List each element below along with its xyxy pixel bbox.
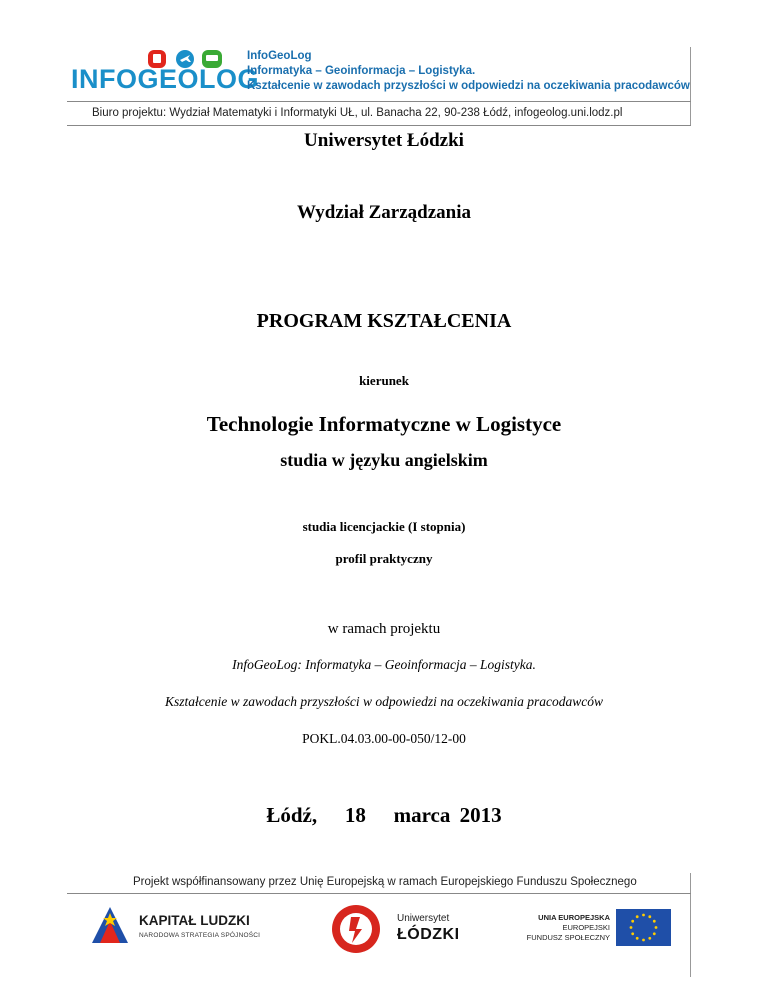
- footer-vertical-rule: [690, 873, 691, 977]
- eu-line-2: EUROPEJSKI: [562, 923, 610, 932]
- header-bottom-rule: [67, 125, 691, 126]
- field-name: Technologie Informatyczne w Logistyce: [206, 412, 562, 436]
- header-line-2: Informatyka – Geoinformacja – Logistyka.: [247, 65, 476, 77]
- kapital-ludzki-title: KAPITAŁ LUDZKI: [139, 913, 250, 928]
- program-title: PROGRAM KSZTAŁCENIA: [256, 310, 512, 332]
- header-line-3: Kształcenie w zawodach przyszłości w odpowiedzi na oczekiwania pracodawców: [247, 80, 690, 92]
- cofinance-text: Projekt współfinansowany przez Unię Europejską w ramach Europejskiego Funduszu Społecznego: [133, 876, 637, 888]
- project-subtitle: Kształcenie w zawodach przyszłości w odpowiedzi na oczekiwania pracodawców: [165, 694, 603, 709]
- study-profile: profil praktyczny: [335, 551, 433, 566]
- header-line-1: InfoGeoLog: [247, 50, 312, 62]
- field-label: kierunek: [359, 373, 409, 388]
- brand-logo-text: INFOGEOLOG: [71, 64, 260, 94]
- eu-flag-icon: [616, 909, 671, 946]
- study-language: studia w języku angielskim: [280, 450, 488, 470]
- kapital-ludzki-subtitle: NARODOWA STRATEGIA SPÓJNOŚCI: [139, 932, 261, 939]
- header-rule: [67, 101, 691, 102]
- university-name: Uniwersytet Łódzki: [304, 130, 464, 151]
- project-name: InfoGeoLog: Informatyka – Geoinformacja – Logistyka.: [232, 657, 536, 672]
- eu-line-1: UNIA EUROPEJSKA: [538, 913, 610, 922]
- ul-logo-big-text: ŁÓDZKI: [397, 926, 460, 943]
- ul-logo-small-text: Uniwersytet: [397, 913, 450, 924]
- faculty-name: Wydział Zarządzania: [297, 202, 471, 223]
- study-level: studia licencjackie (I stopnia): [302, 519, 466, 534]
- header-vertical-rule: [690, 47, 691, 126]
- framework-text: w ramach projektu: [327, 621, 441, 637]
- project-code: POKL.04.03.00-00-050/12-00: [302, 731, 466, 746]
- university-seal-icon: [330, 903, 382, 955]
- header-address: Biuro projektu: Wydział Matematyki i Informatyki UŁ, ul. Banacha 22, 90-238 Łódź, infogeolog.uni.lodz.pl: [92, 107, 623, 119]
- eu-text-block: [520, 913, 610, 943]
- document-date: Łódź, 18 marca 2013: [266, 803, 502, 827]
- kapital-ludzki-logo-icon: [90, 903, 130, 947]
- eu-line-3: FUNDUSZ SPOŁECZNY: [526, 933, 610, 942]
- footer-rule: [67, 893, 691, 894]
- header-title-block: [247, 49, 690, 94]
